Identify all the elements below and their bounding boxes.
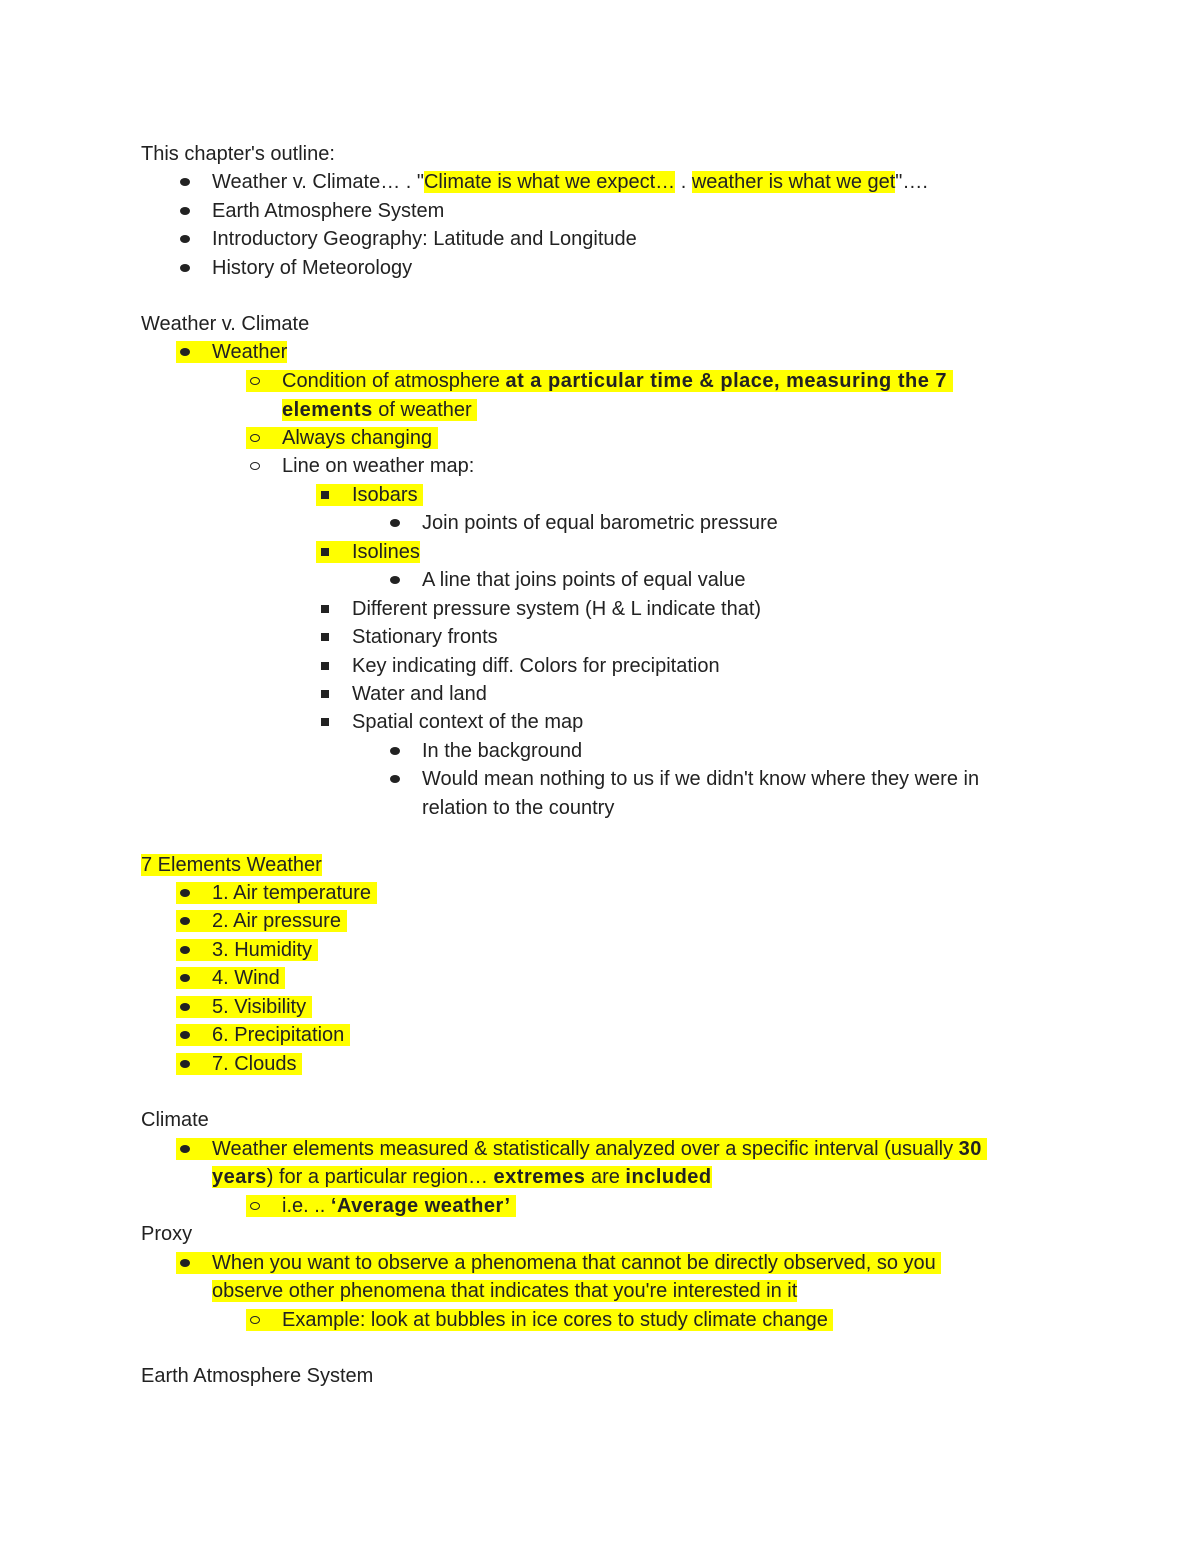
bullet-icon <box>180 264 190 272</box>
list-item-continuation: observe other phenomena that indicates that you're interested in it <box>212 1280 798 1302</box>
section-heading: Climate <box>141 1109 209 1131</box>
list-item: When you want to observe a phenomena that cannot be directly observed, so you <box>176 1249 941 1277</box>
bullet-icon <box>180 207 190 215</box>
highlight: weather is what we get <box>691 171 896 193</box>
circle-bullet-icon <box>250 462 260 470</box>
bullet-icon <box>180 178 190 186</box>
list-item: Join points of equal barometric pressure <box>386 509 778 537</box>
square-bullet-icon <box>321 548 329 556</box>
list-item: Key indicating diff. Colors for precipitation <box>316 652 720 680</box>
bullet-icon <box>180 1031 190 1039</box>
list-item: Isolines <box>316 538 420 566</box>
list-item: Different pressure system (H & L indicate that) <box>316 595 761 623</box>
section-heading: Proxy <box>141 1223 193 1245</box>
list-item: 3. Humidity <box>176 936 318 964</box>
list-item: Example: look at bubbles in ice cores to study climate change <box>246 1306 833 1334</box>
bullet-icon <box>180 348 190 356</box>
list-item: In the background <box>386 737 582 765</box>
list-item: Stationary fronts <box>316 623 498 651</box>
outline-heading: This chapter's outline: <box>141 143 335 165</box>
list-item: Water and land <box>316 680 487 708</box>
square-bullet-icon <box>321 633 329 641</box>
bullet-icon <box>180 235 190 243</box>
list-item: Line on weather map: <box>246 452 474 480</box>
highlight: Climate is what we expect… <box>423 171 676 193</box>
square-bullet-icon <box>321 605 329 613</box>
circle-bullet-icon <box>250 434 260 442</box>
list-item-continuation: elements of weather <box>282 396 477 424</box>
list-item-continuation: relation to the country <box>422 797 615 819</box>
list-item: 2. Air pressure <box>176 907 347 935</box>
list-item: Spatial context of the map <box>316 708 583 736</box>
bullet-icon <box>180 1003 190 1011</box>
list-item: 7. Clouds <box>176 1050 302 1078</box>
bullet-icon <box>390 747 400 755</box>
square-bullet-icon <box>321 718 329 726</box>
list-item: 6. Precipitation <box>176 1021 350 1049</box>
circle-bullet-icon <box>250 1316 260 1324</box>
outline-item: Weather v. Climate… . "Climate is what we expect… . weather is what we get"…. <box>176 168 928 196</box>
list-item: Weather <box>176 338 287 366</box>
bullet-icon <box>180 1145 190 1153</box>
bullet-icon <box>180 889 190 897</box>
bullet-icon <box>390 519 400 527</box>
list-item: Would mean nothing to us if we didn't know where they were in <box>386 765 979 793</box>
outline-item: Introductory Geography: Latitude and Longitude <box>176 225 637 253</box>
outline-item: Earth Atmosphere System <box>176 197 444 225</box>
list-item: 4. Wind <box>176 964 285 992</box>
square-bullet-icon <box>321 690 329 698</box>
section-heading: 7 Elements Weather <box>141 854 322 876</box>
section-heading: Weather v. Climate <box>141 313 310 335</box>
list-item: Condition of atmosphere at a particular time & place, measuring the 7 <box>246 367 953 395</box>
outline-item: History of Meteorology <box>176 254 412 282</box>
circle-bullet-icon <box>250 1202 260 1210</box>
bullet-icon <box>180 1259 190 1267</box>
square-bullet-icon <box>321 491 329 499</box>
list-item: 5. Visibility <box>176 993 312 1021</box>
section-heading: Earth Atmosphere System <box>141 1365 374 1387</box>
square-bullet-icon <box>321 662 329 670</box>
list-item-continuation: years) for a particular region… extremes are included <box>212 1166 712 1188</box>
list-item: i.e. .. ‘Average weather’ <box>246 1192 516 1220</box>
bullet-icon <box>390 576 400 584</box>
list-item: Weather elements measured & statistically analyzed over a specific interval (usually 30 <box>176 1135 987 1163</box>
circle-bullet-icon <box>250 377 260 385</box>
list-item: Always changing <box>246 424 438 452</box>
bullet-icon <box>390 775 400 783</box>
bullet-icon <box>180 917 190 925</box>
list-item: A line that joins points of equal value <box>386 566 746 594</box>
list-item: 1. Air temperature <box>176 879 377 907</box>
bullet-icon <box>180 1060 190 1068</box>
list-item: Isobars <box>316 481 423 509</box>
bullet-icon <box>180 974 190 982</box>
bullet-icon <box>180 946 190 954</box>
